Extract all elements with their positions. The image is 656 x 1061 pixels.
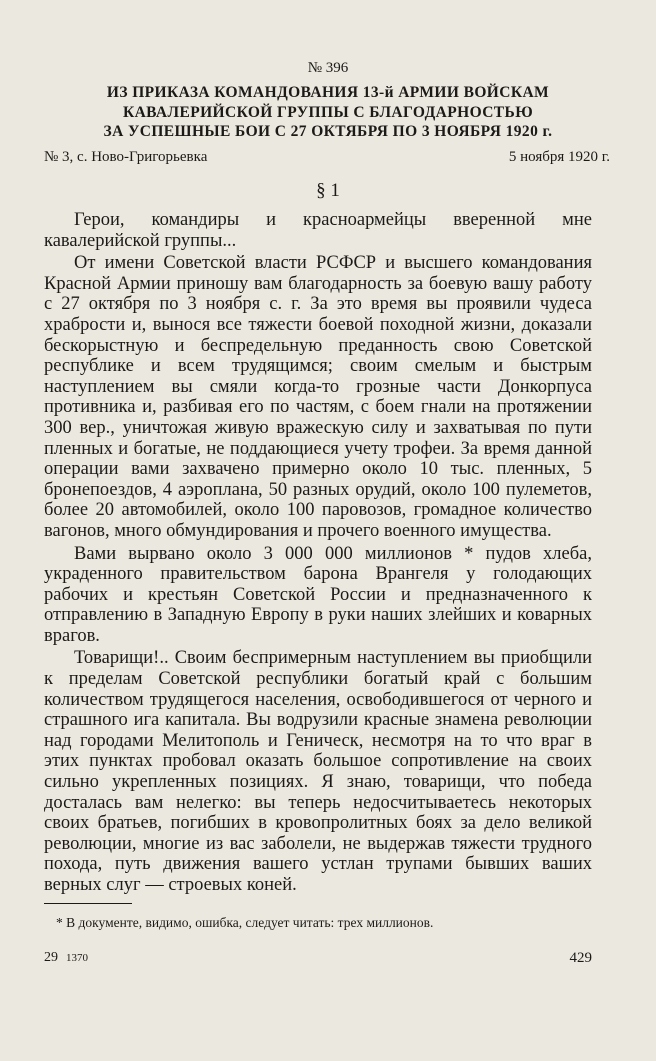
title-line: ИЗ ПРИКАЗА КОМАНДОВАНИЯ 13-й АРМИИ ВОЙСКАМ bbox=[106, 84, 550, 101]
document-body bbox=[44, 210, 592, 898]
signature-code: 1370 bbox=[66, 952, 88, 964]
section-heading: § 1 bbox=[316, 180, 340, 201]
footnote: * В документе, видимо, ошибка, следует читать: трех миллионов. bbox=[56, 915, 434, 930]
title-line: ЗА УСПЕШНЫЕ БОИ С 27 ОКТЯБРЯ ПО 3 НОЯБРЯ 1920 г. bbox=[103, 123, 553, 140]
footnote-divider bbox=[44, 903, 132, 904]
printer-signature bbox=[44, 950, 88, 966]
paragraph: От имени Советской власти РСФСР и высшего командования Красной Армии приношу вам благодарность за боевую вашу работу с 27 октября по 3 ноября с. г. За это время вы проявили чудеса храбрости и, вынося все тяжести боевой походной жизни, доказали бескорыстную и беспредельную преданность свою Советской республике и всем трудящимся; своим смелым и быстрым наступлением вы смяли когда-то грозные части Донкорпуса противника и, разбивая его по частям, с боем гнали на протяжении 300 вер., уничтожая живую вражескую силу и захватывая по пути пленных и богатые, не поддающиеся учету трофеи. За время данной операции вами захвачено примерно около 10 тыс. пленных, 5 бронепоездов, 4 аэроплана, 50 разных орудий, около 100 пулеметов, более 20 автомобилей, около 100 паровозов, громадное количество вагонов, много обмундирования и прочего военного имущества. bbox=[44, 253, 592, 541]
page-number: 429 bbox=[569, 950, 592, 966]
order-date: 5 ноября 1920 г. bbox=[508, 149, 610, 165]
paragraph: Вами вырвано около 3 000 000 миллионов * пудов хлеба, украденного правительством барона Врангеля у голодающих рабочих и крестьян Советской России и предназначенного к отправлению в Западную Европу в руки наших злейших и коварных врагов. bbox=[44, 543, 592, 646]
document-title bbox=[60, 83, 596, 142]
order-place: № 3, с. Ново-Григорьевка bbox=[44, 149, 208, 165]
document-number: № 396 bbox=[307, 60, 349, 76]
signature-number: 29 bbox=[44, 950, 58, 965]
paragraph: Товарищи!.. Своим беспримерным наступлением вы приобщили к пределам Советской республики богатый край с большим количеством трудящегося населения, освободившегося от черного и страшного ига капитала. Вы водрузили красные знамена революции над городами Мелитополь и Геническ, несмотря на то что враг в этих пунктах пробовал оказать большое сопротивление на своих сильно укрепленных позициях. Я знаю, товарищи, что победа досталась вам нелегко: вы теперь недосчитываетесь некоторых своих братьев, погибших в кровопролитных боях за дело великой революции, многие из вас заболели, не выдержав тяжести трудного похода, путь движения вашего устлан трупами бывших ваших верных слуг — строевых коней. bbox=[44, 648, 592, 895]
title-line: КАВАЛЕРИЙСКОЙ ГРУППЫ С БЛАГОДАРНОСТЬЮ bbox=[122, 103, 534, 121]
paragraph: Герои, командиры и красноармейцы вверенной мне кавалерийской группы... bbox=[44, 210, 592, 251]
document-meta bbox=[44, 149, 610, 166]
